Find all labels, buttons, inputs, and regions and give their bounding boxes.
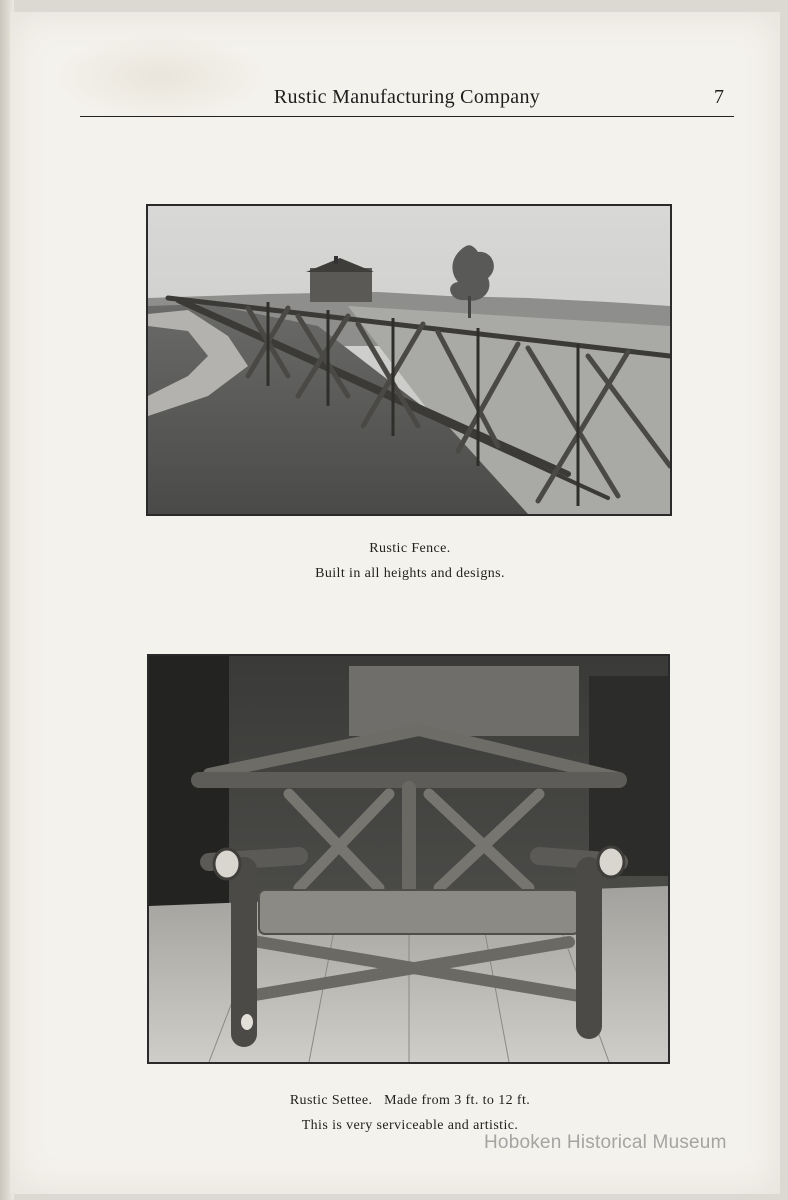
fence-photo: [146, 204, 672, 516]
page-header: [80, 86, 734, 117]
settee-photo: [147, 654, 670, 1064]
settee-caption-description: This is very serviceable and artistic.: [301, 1118, 519, 1133]
fence-caption-title: Rustic Fence.: [369, 541, 451, 556]
header-title: Rustic Manufacturing Company: [273, 86, 541, 108]
settee-caption-title: Rustic Settee. Made from 3 ft. to 12 ft.: [289, 1093, 531, 1108]
museum-watermark: Hoboken Historical Museum: [484, 1132, 727, 1153]
page-number: 7: [714, 86, 724, 108]
fence-caption-description: Built in all heights and designs.: [315, 566, 505, 581]
